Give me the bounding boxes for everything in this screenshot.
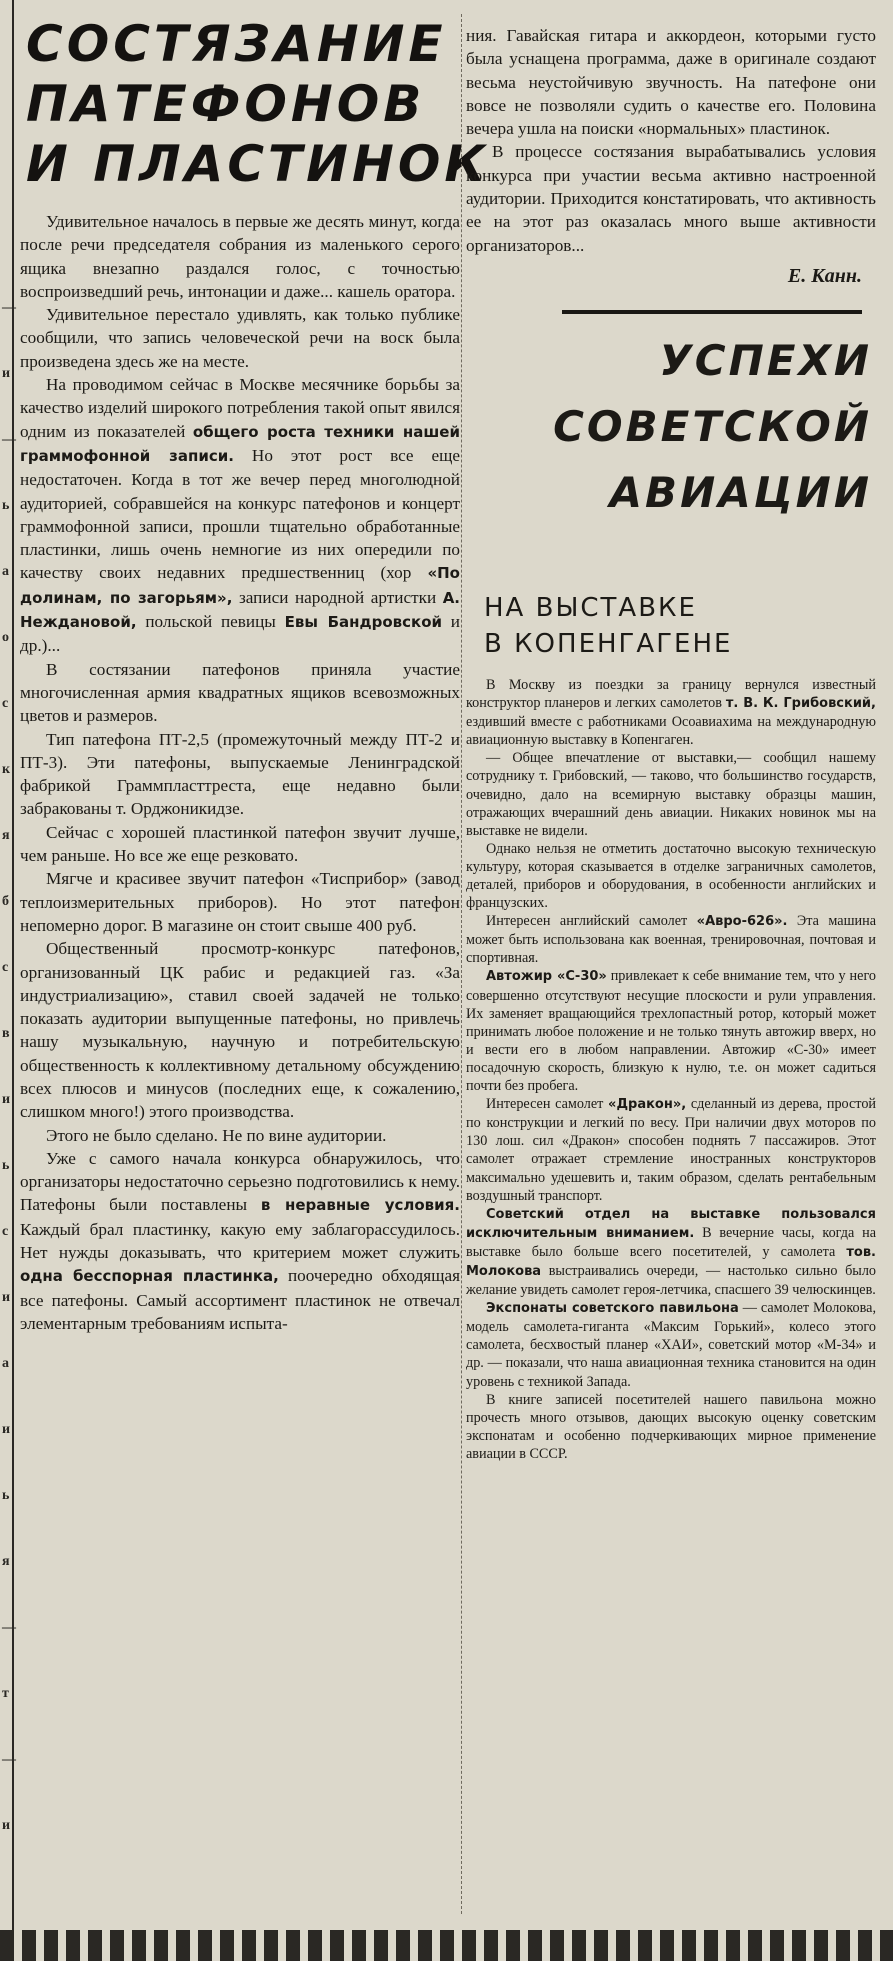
- text-run: Общественный просмотр-конкурс патефонов, организованный ЦК рабис и редакцией газ. «За индустриализацию», ставил своей задачей не только показать аудитории выпущенные патефоны, но привлечь нашу музыкальную, научную и потребительскую общественность к коллективному детальному обсуждению всех плюсов и минусов (последних еще, к сожалению, слишком много!) этого производства.: [20, 939, 460, 1122]
- text-run: Удивительное началось в первые же десять минут, когда после речи председателя собрания из маленького серого ящика внезапно раздался голос, с точностью воспроизведший речь, интонации и даже... кашель оратора.: [20, 212, 460, 301]
- section-headline: [466, 328, 872, 526]
- bold-text-run: тов. Молокова: [466, 1244, 876, 1279]
- margin-fragment: а: [2, 564, 9, 579]
- paragraph: [20, 210, 460, 303]
- text-run: В книге записей посетителей нашего павильона можно прочесть много отзывов, дающих высокую оценку советским экспонатам и особенно подчеркивающих мирное применение авиации в СССР.: [466, 1391, 876, 1462]
- bold-text-run: «Дракон»,: [608, 1097, 687, 1113]
- text-run: привлекает к себе внимание тем, что у него совершенно отсутствуют несущие плоскости и рули управления. Их заменяет вращающийся трехлопастный ротор, который может принимать любое положение и не только тянуть автожир вверх, но и вести его в любом направлении. Автожир «С-30» имеет посадочную скорость, близкую к нулю, т.е. он может садиться почти без пробега.: [466, 968, 876, 1095]
- text-run: Сейчас с хорошей пластинкой патефон звучит лучше, чем раньше. Но все же еще резковато.: [20, 822, 460, 866]
- margin-fragment: а: [2, 1356, 9, 1371]
- text-run: Тип патефона ПТ-2,5 (промежуточный между ПТ-2 и ПТ-3). Эти патефоны, выпускаемые Ленинградской фабрикой Граммпласттреста, еще недавно были забракованы т. Орджоникидзе.: [20, 729, 460, 819]
- torn-bottom-edge: [0, 1930, 893, 1961]
- paragraph: [20, 373, 460, 658]
- margin-fragment: —: [2, 300, 16, 315]
- margin-fragment: и: [2, 1818, 11, 1833]
- margin-fragment: ь: [2, 1488, 10, 1503]
- bold-text-run: А. Неждановой,: [20, 588, 460, 632]
- margin-fragment: и: [2, 1422, 11, 1437]
- bold-text-run: одна бесспорная пластинка,: [20, 1267, 279, 1286]
- margin-fragment: и: [2, 1092, 11, 1107]
- paragraph: [20, 303, 460, 373]
- paragraph: [466, 1391, 876, 1463]
- margin-fragment: я: [2, 828, 10, 843]
- text-run: польской певицы: [136, 612, 285, 632]
- section-divider-rule: [562, 310, 862, 314]
- paragraph: [20, 821, 460, 868]
- bold-text-run: «По долинам, по загорьям»,: [20, 564, 460, 607]
- margin-fragment: о: [2, 630, 9, 645]
- text-run: В состязании патефонов приняла участие многочисленная армия квадратных ящиков всевозможных цветов и размеров.: [20, 659, 460, 726]
- bold-text-run: общего роста техники нашей граммофонной записи.: [20, 422, 460, 465]
- text-run: Каждый брал пластинку, какую ему заблагорассудилось. Нет нужды доказывать, что критерием может служить: [20, 1219, 460, 1263]
- text-run: В вечерние часы, когда на выставке было больше всего посетителей, у самолета: [466, 1224, 876, 1260]
- margin-fragment: с: [2, 696, 9, 711]
- bold-text-run: Советский отдел на выставке пользовался исключительным вниманием.: [466, 1206, 876, 1241]
- paragraph: [20, 658, 460, 728]
- text-run: В Москву из поездки за границу вернулся известный конструктор планеров и легких самолетов: [466, 676, 876, 712]
- margin-fragment: б: [2, 894, 9, 909]
- margin-fragment: я: [2, 1554, 10, 1569]
- paragraph: [466, 1205, 876, 1299]
- margin-fragment: —: [2, 1620, 16, 1635]
- margin-fragment: и: [2, 366, 11, 381]
- headline-line: И ПЛАСТИНОК: [26, 135, 490, 193]
- text-run: Однако нельзя не отметить достаточно высокую техническую культуру, которая сказывается в отделке заграничных самолетов, деталей, приборов и оборудования, в особенности английских и французских.: [466, 840, 876, 912]
- margin-fragment: —: [2, 432, 16, 447]
- text-run: Интересен английский самолет: [486, 913, 697, 930]
- text-run: записи народной артистки: [232, 587, 443, 607]
- paragraph: [466, 24, 876, 140]
- paragraph: [466, 1095, 876, 1205]
- text-run: В процессе состязания вырабатывались условия конкурса при участии весьма активно настроенной аудитории. Приходится констатировать, что активность ее на этот раз оказалась много выше активности организаторов...: [466, 142, 876, 255]
- margin-fragment: с: [2, 960, 9, 975]
- article-right-column: [466, 24, 876, 1463]
- paragraph: [466, 140, 876, 256]
- paragraph: [466, 967, 876, 1095]
- bold-text-run: Автожир «С-30»: [486, 969, 607, 985]
- margin-fragment: и: [2, 1290, 11, 1305]
- column-divider: [461, 14, 463, 1914]
- margin-fragment: в: [2, 1026, 10, 1041]
- text-run: Но этот рост все еще недостаточен. Когда в тот же вечер перед многолюдной аудиторией, собравшейся на конкурс патефонов и концерт граммофонной записи, прошли тщательно обработанные пластинки, лишь очень немногие из них опередили по качеству своих недавних предшественниц (хор: [20, 445, 460, 583]
- text-run: На проводимом сейчас в Москве месячнике борьбы за качество изделий широкого потребления такой опыт явился одним из показателей: [20, 375, 460, 441]
- text-run: Этого не было сделано. Не по вине аудитории.: [46, 1125, 387, 1145]
- headline-line: СОСТЯЗАНИЕ: [26, 15, 447, 73]
- text-run: — Общее впечатление от выставки,— сообщил нашему сотруднику т. Грибовский, — таково, что большинство государств, очевидно, дало на всемирную выставку образцы машин, отражающих вчерашний день авиации. Никаких новинок мы на выставке не видели.: [466, 750, 876, 839]
- paragraph: [20, 1147, 460, 1335]
- bold-text-run: Экспонаты советского павильона: [486, 1301, 739, 1317]
- paragraph: [466, 840, 876, 912]
- text-run: ния. Гавайская гитара и аккордеон, которыми густо была уснащена программа, даже в оригинале создают весьма неустойчивую звучность. На патефоне они вовсе не позволяли судить о качестве его. Половина вечера ушла на поиски «нормальных» пластинок.: [466, 26, 876, 139]
- paragraph: [20, 867, 460, 937]
- bold-text-run: т. В. К. Грибовский,: [725, 696, 876, 712]
- text-run: Уже с самого начала конкурса обнаружилось, что организаторы недостаточно серьезно подготовились к нему. Патефоны были поставлены: [20, 1148, 460, 1215]
- paragraph: [466, 912, 876, 967]
- text-run: сделанный из дерева, простой по конструкции и легкий по весу. При наличии двух моторов по 130 лош. сил «Дракон» способен поднять 7 пассажиров. Этот самолет отражает стремление иностранных конструкторов максимально удешевить и, таким образом, сделать рентабельным воздушный транспорт.: [466, 1096, 877, 1204]
- article-subheadline: [484, 590, 876, 662]
- paragraph: [466, 1299, 876, 1390]
- margin-fragment: с: [2, 1224, 9, 1239]
- text-run: поочередно обходящая все патефоны. Самый ассортимент пластинок не отвечал элементарным требованиям испыта-: [20, 1266, 460, 1333]
- article-body: [20, 210, 460, 1335]
- text-run: ездивший вместе с работниками Осоавиахима на международную авиационную выставку в Копенгаген.: [466, 714, 876, 749]
- text-run: Интересен самолет: [486, 1096, 609, 1113]
- margin-fragment: т: [2, 1686, 9, 1701]
- text-run: Удивительное перестало удивлять, как только публике сообщили, что запись человеческой речи на воск была произведена здесь же на месте.: [20, 305, 460, 371]
- text-run: — самолет Молокова, модель самолета-гиганта «Максим Горький», колесо этого самолета, бесхвостый планер «ХАИ», советский мотор «М-34» и др. — показали, что наша авиационная техника становится на один уровень с техникой Запада.: [466, 1300, 876, 1390]
- article-left-column: [20, 14, 490, 1335]
- left-margin-column: [0, 0, 14, 1930]
- headline-line: ПАТЕФОНОВ: [26, 75, 426, 133]
- subheadline-line: В КОПЕНГАГЕНЕ: [484, 628, 733, 659]
- author-signature: Е. Канн.: [787, 264, 862, 287]
- paragraph: [20, 937, 460, 1123]
- section-headline-line: АВИАЦИИ: [609, 467, 872, 517]
- margin-fragment: к: [2, 762, 11, 777]
- section-headline-line: УСПЕХИ: [659, 335, 872, 385]
- section-headline-line: СОВЕТСКОЙ: [553, 401, 872, 451]
- bold-text-run: в неравные условия.: [260, 1196, 460, 1215]
- margin-fragment: —: [2, 1752, 16, 1767]
- paragraph: [20, 728, 460, 821]
- bold-text-run: «Авро-626».: [696, 914, 788, 930]
- text-run: Эта машина может быть использована как военная, тренировочная, почтовая и спортивная.: [466, 913, 877, 967]
- article-headline: [26, 14, 490, 194]
- paragraph: [20, 1124, 460, 1147]
- margin-fragment: ь: [2, 1158, 10, 1173]
- text-run: выстраивались очереди, — настолько сильно было желание увидеть самолет героя-летчика, спасшего 39 челюскинцев.: [466, 1262, 876, 1299]
- text-run: и др.)...: [20, 612, 460, 656]
- text-run: Мягче и красивее звучит патефон «Тисприбор» (завод теплоизмерительных приборов). Но этот патефон непомерно дорог. В магазине он стоит свыше 400 руб.: [20, 869, 460, 935]
- article-continuation: [466, 24, 876, 257]
- paragraph: [466, 749, 876, 839]
- margin-fragment: ь: [2, 498, 10, 513]
- aviation-article-body: [466, 676, 876, 1463]
- paragraph: [466, 676, 876, 749]
- bold-text-run: Евы Бандровской: [284, 613, 443, 632]
- subheadline-line: НА ВЫСТАВКЕ: [484, 592, 697, 623]
